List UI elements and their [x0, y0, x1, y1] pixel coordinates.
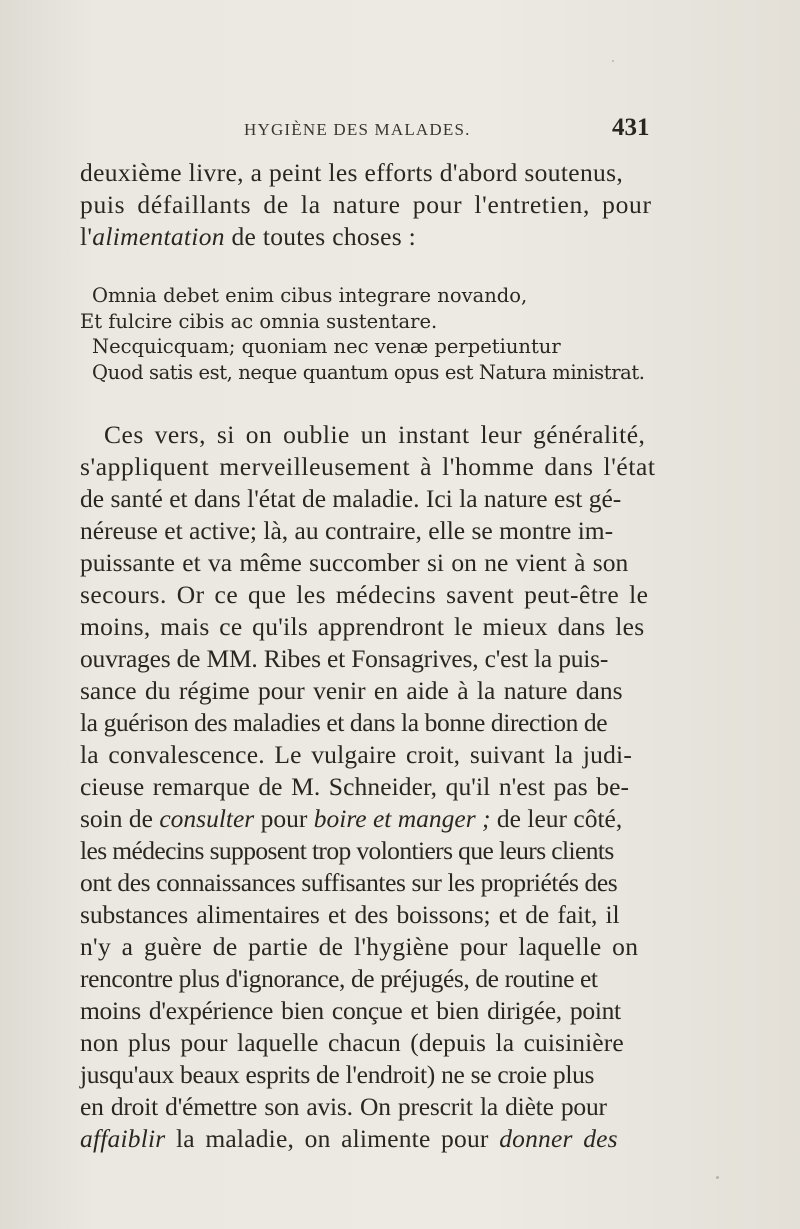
paragraph-line: de santé et dans l'état de maladie. Ici la nature est gé-: [80, 484, 622, 513]
page-header: [0, 114, 800, 148]
emphasis-donner-des: donner des: [499, 1124, 618, 1153]
paragraph-line: moins, mais ce qu'ils apprendront le mieux dans les: [80, 612, 645, 641]
paragraph-line: ont des connaissances suffisantes sur les propriétés des: [80, 868, 618, 897]
emphasis-affaiblir: affaiblir: [80, 1124, 166, 1153]
paper-speck: [716, 1176, 719, 1179]
paragraph-line: [80, 1124, 618, 1154]
paragraph-line: n'y a guère de partie de l'hygiène pour laquelle on: [80, 932, 639, 961]
intro-line: [80, 222, 416, 252]
paragraph-line: les médecins supposent trop volontiers que leurs clients: [80, 836, 614, 865]
paragraph-line: cieuse remarque de M. Schneider, qu'il n'est pas be-: [80, 772, 630, 801]
emphasis-boire-et-manger: boire et manger ;: [313, 804, 491, 833]
line-suffix: de leur côté,: [490, 804, 623, 833]
paragraph-line: [80, 804, 622, 834]
verse-line: Omnia debet enim cibus integrare novando,: [92, 284, 528, 307]
paper-speck: [612, 60, 614, 62]
paragraph-line: sance du régime pour venir en aide à la nature dans: [80, 676, 623, 705]
paragraph-line: substances alimentaires et des boissons; et de fait, il: [80, 900, 620, 929]
paragraph-line: néreuse et active; là, au contraire, elle se montre im-: [80, 516, 614, 545]
intro-line-suffix: de toutes choses :: [224, 222, 417, 251]
line-middle: la maladie, on alimente pour: [165, 1124, 500, 1153]
paragraph-line: s'appliquent merveilleusement à l'homme dans l'état: [80, 452, 656, 481]
paragraph-line: moins d'expérience bien conçue et bien dirigée, point: [80, 996, 621, 1025]
paragraph-line: rencontre plus d'ignorance, de préjugés, de routine et: [80, 964, 598, 993]
paragraph-line: jusqu'aux beaux esprits de l'endroit) ne se croie plus: [80, 1060, 595, 1089]
verse-line: Quod satis est, neque quantum opus est Natura ministrat.: [92, 361, 645, 384]
verse-line: Necquicquam; quoniam nec venæ perpetiuntur: [92, 335, 561, 358]
line-prefix: soin de: [80, 804, 160, 833]
line-middle: pour: [254, 804, 314, 833]
paragraph-line: ouvrages de MM. Ribes et Fonsagrives, c'est la puis-: [80, 644, 609, 673]
running-title: HYGIÈNE DES MALADES.: [244, 120, 471, 139]
intro-line: puis défaillants de la nature pour l'entretien, pour: [80, 190, 652, 219]
intro-line-prefix: l': [80, 222, 93, 251]
paragraph-line: Ces vers, si on oublie un instant leur généralité,: [104, 420, 646, 449]
intro-line: deuxième livre, a peint les efforts d'abord soutenus,: [80, 158, 624, 187]
emphasis-alimentation: alimentation: [92, 222, 225, 251]
page-number: 431: [612, 114, 650, 141]
paragraph-line: puissante et va même succomber si on ne vient à son: [80, 548, 629, 577]
emphasis-consulter: consulter: [159, 804, 255, 833]
paragraph-line: la convalescence. Le vulgaire croit, suivant la judi-: [80, 740, 633, 769]
paragraph-line: non plus pour laquelle chacun (depuis la cuisinière: [80, 1028, 624, 1057]
paragraph-line: la guérison des maladies et dans la bonne direction de: [80, 708, 608, 737]
paragraph-line: secours. Or ce que les médecins savent peut-être le: [80, 580, 649, 609]
verse-line: Et fulcire cibis ac omnia sustentare.: [80, 310, 438, 333]
paragraph-line: en droit d'émettre son avis. On prescrit la diète pour: [80, 1092, 607, 1121]
